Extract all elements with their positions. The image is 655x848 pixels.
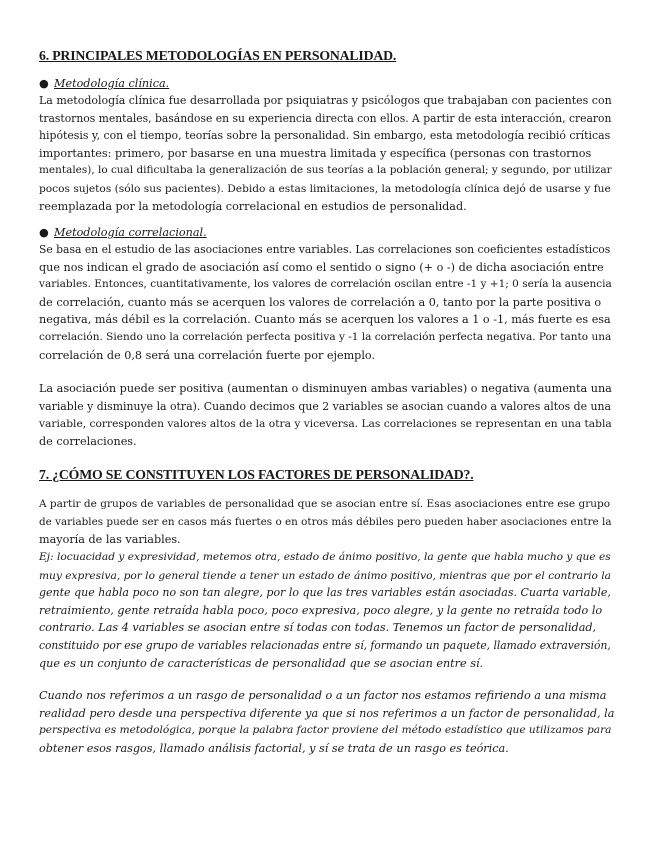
bullet-label: Metodología correlacional. [54, 226, 207, 239]
paragraph-example [39, 549, 614, 672]
text-line: Se basa en el estudio de las asociaciones entre variables. Las correlaciones son coeficientes estadísticos [39, 243, 611, 256]
text-line: Cuando nos referimos a un rasgo de personalidad o a un factor nos estamos refiriendo a una misma [39, 689, 607, 702]
text-line: variable y disminuye la otra). Cuando decimos que 2 variables se asocian cuando a valores altos de una [39, 399, 611, 413]
text-line: contrario. Las 4 variables se asocian entre sí todas con todas. Tenemos un factor de personalidad, [39, 621, 597, 635]
bullet-label: Metodología clínica. [54, 77, 170, 90]
text-line: correlación. Siendo uno la correlación perfecta positiva y -1 la correlación perfecta negativa. Por tanto una [39, 330, 612, 343]
text-line: correlación de 0,8 será una correlación fuerte por ejemplo. [39, 348, 376, 362]
text-line: reemplazada por la metodología correlacional en estudios de personalidad. [39, 199, 467, 213]
section-6-title: 6. PRINCIPALES METODOLOGÍAS EN PERSONALIDAD. [39, 48, 397, 63]
text-line: variables. Entonces, cuantitativamente, los valores de correlación oscilan entre -1 y +1; 0 sería la ausencia [39, 278, 612, 291]
text-line: de correlaciones. [39, 434, 137, 448]
paragraph-clinical [39, 92, 614, 215]
text-line: gente que habla poco no son tan alegre, por lo que las tres variables están asociadas. Cuarta variable, [39, 586, 611, 600]
bullet-correlational-methodology [39, 224, 619, 242]
text-line: de variables puede ser en casos más fuertes o en otros más débiles pero pueden haber asociaciones entre la [39, 515, 612, 528]
text-line: muy expresiva, por lo general tiende a tener un estado de ánimo positivo, mientras que por el contrario la [39, 568, 611, 582]
bullet-clinical-methodology [39, 75, 619, 93]
text-line: trastornos mentales, basándose en su experiencia directa con ellos. A partir de esta interacción, crearon [39, 111, 612, 125]
text-line: retraimiento, gente retraída habla poco, poco expresiva, poco alegre, y la gente no retraída todo lo [39, 603, 603, 617]
text-line: mentales), lo cual dificultaba la generalización de sus teorías a la población general; y segundo, por utilizar [39, 164, 612, 177]
text-line: mayoría de las variables. [39, 533, 181, 547]
paragraph-correlational [39, 241, 614, 364]
text-line: La metodología clínica fue desarrollada por psiquiatras y psicólogos que trabajaban con pacientes con [39, 94, 612, 107]
text-line: constituido por ese grupo de variables relacionadas entre sí, formando un paquete, llamado extraversión, [39, 638, 611, 652]
text-line: pocos sujetos (sólo sus pacientes). Debido a estas limitaciones, la metodología clínica dejó de usarse y fue [39, 181, 611, 195]
text-line: obtener esos rasgos, llamado análisis factorial, y sí se trata de un rasgo es teórica. [39, 741, 509, 755]
text-line: variable, corresponden valores altos de la otra y viceversa. Las correlaciones se representan en una tabla [39, 417, 612, 431]
text-line: que nos indican el grado de asociación así como el sentido o signo (+ o -) de dicha asociación entre [39, 260, 604, 274]
paragraph-trait-factor [39, 687, 614, 757]
text-line: negativa, más débil es la correlación. Cuanto más se acerquen los valores a 1 o -1, más fuerte es esa [39, 313, 611, 327]
text-line: La asociación puede ser positiva (aumentan o disminuyen ambas variables) o negativa (aumenta una [39, 382, 612, 395]
text-line: hipótesis y, con el tiempo, teorías sobre la personalidad. Sin embargo, esta metodología recibió críticas [39, 129, 611, 143]
text-line: Ej: locuacidad y expresividad, metemos otra, estado de ánimo positivo, la gente que habla mucho y que es [39, 551, 611, 563]
text-line: A partir de grupos de variables de personalidad que se asocian entre sí. Esas asociaciones entre ese grupo [39, 498, 611, 510]
text-line: perspectiva es metodológica, porque la palabra factor proviene del método estadístico que utilizamos para [39, 724, 612, 737]
text-line: realidad pero desde una perspectiva diferente ya que si nos referimos a un factor de personalidad, la [39, 706, 615, 720]
paragraph-factors-intro [39, 496, 614, 549]
bullet-dot-icon: ● [39, 77, 49, 90]
text-line: de correlación, cuanto más se acerquen los valores de correlación a 0, tanto por la parte positiva o [39, 295, 602, 309]
bullet-dot-icon: ● [39, 226, 49, 239]
text-line: que es un conjunto de características de personalidad que se asocian entre sí. [39, 656, 484, 670]
text-line: importantes: primero, por basarse en una muestra limitada y específica (personas con trastornos [39, 146, 592, 160]
paragraph-association [39, 380, 614, 450]
section-7-title: 7. ¿CÓMO SE CONSTITUYEN LOS FACTORES DE PERSONALIDAD?. [39, 467, 474, 482]
